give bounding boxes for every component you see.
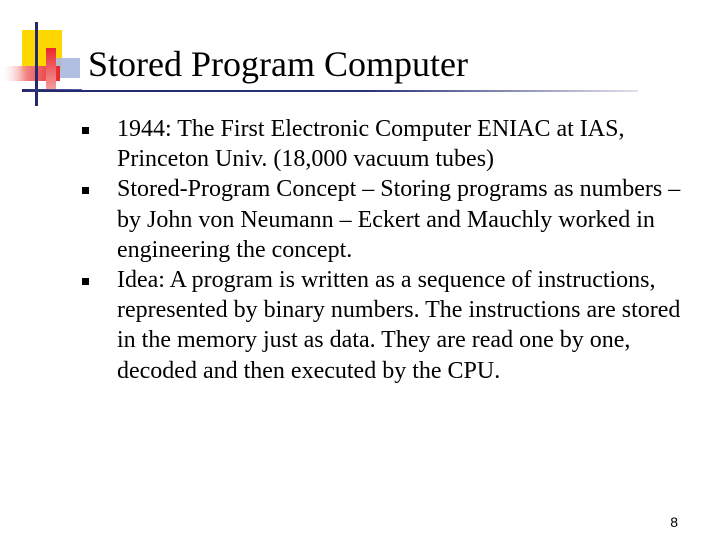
slide-title: Stored Program Computer [88,44,468,84]
square-bullet-icon [82,187,89,194]
bullet-list [82,114,682,386]
bullet-item [82,114,682,174]
bullet-text: Idea: A program is written as a sequence of instructions, represented by binary numbers. The instructions are stored in the memory just as data. They are read one by one, decoded and then executed by the CPU. [117,267,681,384]
title-underline [38,90,638,92]
bullet-item [82,174,682,265]
page-number: 8 [670,514,678,530]
square-bullet-icon [82,127,89,134]
navy-vertical-line [35,22,38,106]
square-bullet-icon [82,278,89,285]
bullet-text: Stored-Program Concept – Storing programs as numbers – by John von Neumann – Eckert and Mauchly worked in engineering the concept. [117,176,681,263]
bullet-item [82,265,682,386]
red-vertical-bar [46,48,56,90]
bullet-text: 1944: The First Electronic Computer ENIAC at IAS, Princeton Univ. (18,000 vacuum tubes) [117,116,625,173]
